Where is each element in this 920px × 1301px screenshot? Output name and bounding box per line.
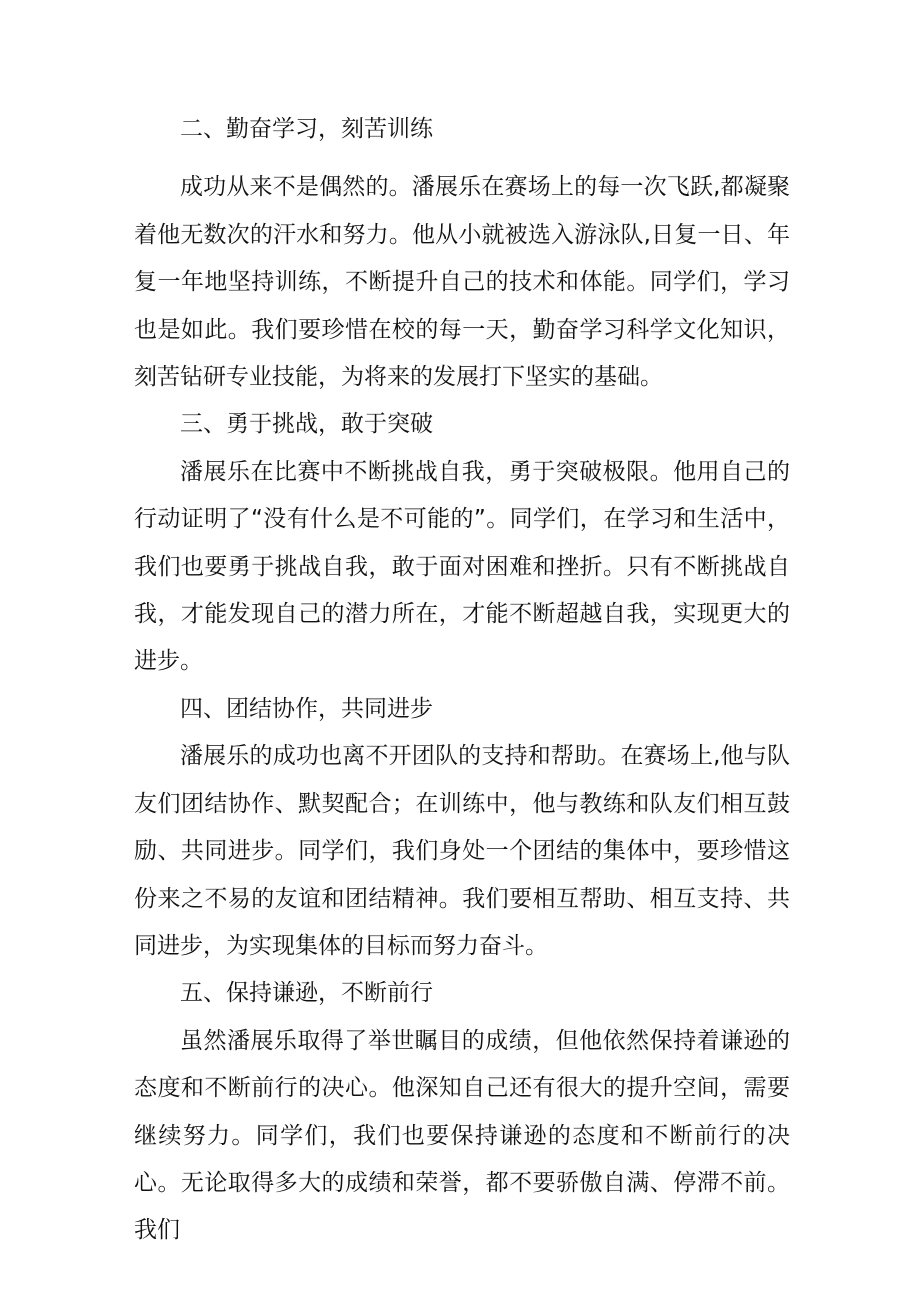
section-paragraph-humility: 虽然潘展乐取得了举世瞩目的成绩，但他依然保持着谦逊的态度和不断前行的决心。他深知自己还有很大的提升空间，需要继续努力。同学们，我们也要保持谦逊的态度和不断前行的决心。无论取得多大的成绩和荣誉，都不要骄傲自满、停滞不前。我们 [134, 1027, 790, 1244]
section-paragraph-challenge: 潘展乐在比赛中不断挑战自我，勇于突破极限。他用自己的行动证明了“没有什么是不可能的”。同学们，在学习和生活中，我们也要勇于挑战自我，敢于面对困难和挫折。只有不断挑战自我，才能发现自己的潜力所在，才能不断超越自我，实现更大的进步。 [134, 458, 790, 675]
section-paragraph-teamwork: 潘展乐的成功也离不开团队的支持和帮助。在赛场上,他与队友们团结协作、默契配合；在训练中，他与教练和队友们相互鼓励、共同进步。同学们，我们身处一个团结的集体中，要珍惜这份来之不易的友谊和团结精神。我们要相互帮助、相互支持、共同进步，为实现集体的目标而努力奋斗。 [134, 743, 790, 959]
section-paragraph-study: 成功从来不是偶然的。潘展乐在赛场上的每一次飞跃,都凝聚着他无数次的汗水和努力。他从小就被选入游泳队,日复一日、年复一年地坚持训练，不断提升自己的技术和体能。同学们，学习也是如此。我们要珍惜在校的每一天，勤奋学习科学文化知识，刻苦钻研专业技能，为将来的发展打下坚实的基础。 [134, 174, 790, 391]
document-body [134, 106, 790, 1255]
section-heading-study: 二、勤奋学习，刻苦训练 [180, 116, 433, 142]
section-heading-teamwork: 四、团结协作，共同进步 [180, 695, 433, 722]
section-heading-challenge: 三、勇于挑战，敢于突破 [180, 411, 433, 438]
section-heading-humility: 五、保持谦逊，不断前行 [180, 980, 433, 1007]
